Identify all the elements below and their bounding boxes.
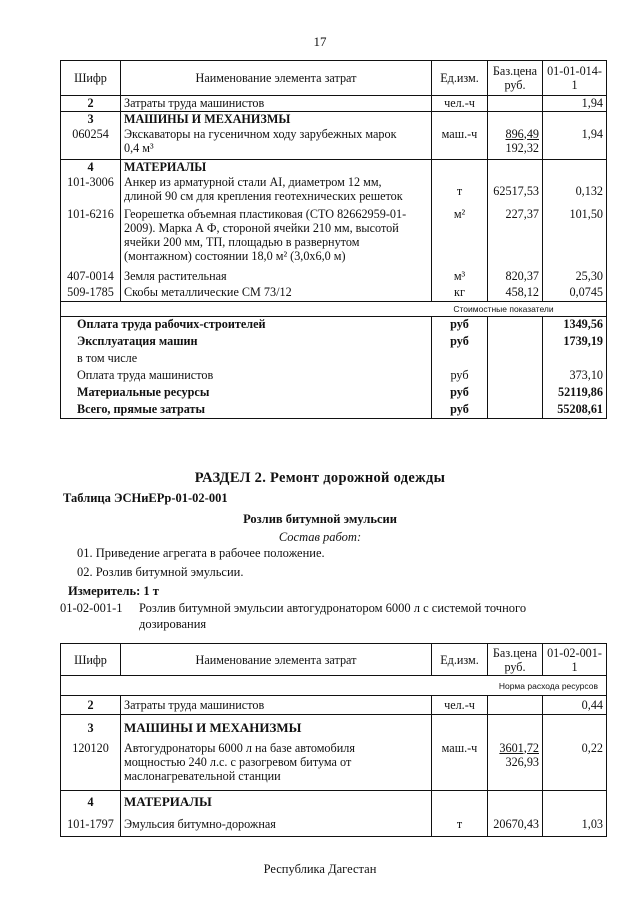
table-row (61, 791, 607, 813)
summary-row (61, 402, 607, 419)
summary-unit: руб (432, 334, 488, 351)
section-heading-machines: МАШИНЫ И МЕХАНИЗМЫ (121, 112, 432, 127)
unit-of-measure: Измеритель: 1 т (68, 584, 159, 598)
empty-cell (488, 368, 543, 385)
empty-cell (488, 317, 543, 334)
row-code: 120120 (72, 740, 109, 755)
table-row (61, 813, 607, 837)
row-name-line: мощностью 240 л.с. с разогревом битума от (124, 754, 352, 769)
row-unit: чел.-ч (432, 96, 488, 112)
row-name-line: маслонагревательной станции (124, 768, 281, 783)
header-price-line1: Баз.цена (492, 64, 538, 78)
row-code: 101-6216 (67, 206, 114, 221)
row-name-line: Автогудронаторы 6000 л на базе автомобиля (124, 740, 355, 755)
empty-cell (488, 160, 543, 175)
row-name (121, 207, 432, 269)
table-header (61, 61, 607, 96)
table-row (61, 207, 607, 269)
row-code: 060254 (72, 126, 109, 141)
table-row (61, 175, 607, 207)
summary-value: 52119,86 (543, 385, 607, 402)
row-code: 101-3006 (67, 174, 114, 189)
footer-region: Республика Дагестан (263, 862, 377, 876)
row-norm: 101,50 (543, 207, 607, 269)
section-title: РАЗДЕЛ 2. Ремонт дорожной одежды (194, 470, 446, 486)
row-num: 4 (61, 791, 121, 813)
row-name: Земля растительная (121, 269, 432, 285)
row-norm: 0,0745 (543, 285, 607, 302)
row-unit: чел.-ч (432, 696, 488, 715)
summary-name: Эксплуатация машин (77, 333, 198, 348)
item-code: 01-02-001-1 (60, 601, 123, 615)
page-number: 17 (313, 34, 327, 49)
row-price (488, 96, 543, 112)
norm-label-row (61, 676, 607, 696)
row-code: 509-1785 (67, 284, 114, 299)
table-reference: Таблица ЭСНиЕРр-01-02-001 (63, 491, 228, 505)
table-row (61, 160, 607, 175)
summary-name: Материальные ресурсы (77, 384, 210, 399)
empty-cell (488, 791, 543, 813)
header-norm: 01-02-001-1 (543, 644, 607, 676)
empty-cell (543, 160, 607, 175)
empty-cell (488, 112, 543, 127)
price-wage: 326,93 (505, 754, 539, 769)
empty-cell (543, 112, 607, 127)
empty-cell (543, 351, 607, 368)
row-norm: 1,94 (543, 127, 607, 160)
table-header (61, 644, 607, 676)
resource-table-1 (60, 60, 607, 419)
summary-row (61, 385, 607, 402)
empty-cell (488, 334, 543, 351)
item-description-line1: Розлив битумной эмульсии автогудронатором 6000 л с системой точного (139, 601, 527, 615)
row-name-line: (монтажном) состоянии 18,0 м² (3,0х6,0 м) (124, 248, 346, 263)
header-name: Наименование элемента затрат (121, 61, 432, 96)
price-total: 896,49 (505, 126, 539, 141)
row-name-line: Анкер из арматурной стали AI, диаметром 12 мм, (124, 174, 382, 189)
header-name: Наименование элемента затрат (121, 644, 432, 676)
section-heading-machines: МАШИНЫ И МЕХАНИЗМЫ (121, 715, 432, 741)
row-name-line: 0,4 м³ (124, 140, 154, 155)
row-code: 407-0014 (67, 268, 114, 283)
work-step-2: 02. Розлив битумной эмульсии. (77, 565, 244, 579)
cost-indicators-label (61, 302, 607, 317)
summary-unit: руб (432, 402, 488, 419)
row-price: 227,37 (488, 207, 543, 269)
row-num: 2 (87, 96, 94, 110)
table-row (61, 127, 607, 160)
header-price (488, 644, 543, 676)
row-price: 458,12 (488, 285, 543, 302)
table-row (61, 269, 607, 285)
row-name-line: ячейки 200 мм, ТП, площадью в развернутом (124, 234, 360, 249)
row-name (121, 741, 432, 791)
row-norm: 1,94 (543, 96, 607, 112)
row-price (488, 127, 543, 160)
summary-row (61, 317, 607, 334)
summary-name: в том числе (77, 350, 138, 365)
header-norm: 01-01-014-1 (543, 61, 607, 96)
empty-cell (543, 715, 607, 741)
row-unit: т (432, 813, 488, 837)
row-name: Эмульсия битумно-дорожная (121, 813, 432, 837)
header-unit: Ед.изм. (432, 61, 488, 96)
summary-unit: руб (432, 317, 488, 334)
table-row (61, 96, 607, 112)
row-name-line: Экскаваторы на гусеничном ходу зарубежных марок (124, 126, 397, 141)
row-num: 3 (61, 112, 121, 127)
row-unit: маш.-ч (432, 741, 488, 791)
empty-cell (432, 351, 488, 368)
header-price (488, 61, 543, 96)
row-name: Скобы металлические СМ 73/12 (121, 285, 432, 302)
header-price-line1: Баз.цена (492, 645, 538, 660)
price-wage: 192,32 (505, 140, 539, 155)
section-heading-materials: МАТЕРИАЛЫ (121, 791, 432, 813)
summary-unit: руб (432, 368, 488, 385)
row-price: 62517,53 (488, 175, 543, 207)
summary-value: 1739,19 (543, 334, 607, 351)
summary-row (61, 334, 607, 351)
summary-unit: руб (432, 385, 488, 402)
summary-row (61, 351, 607, 368)
row-unit: кг (432, 285, 488, 302)
summary-name: Оплата труда машинистов (77, 367, 214, 382)
row-num: 3 (61, 715, 121, 741)
cost-indicators-text: Стоимостные показатели (453, 304, 554, 314)
summary-value: 55208,61 (543, 402, 607, 419)
summary-name: Всего, прямые затраты (77, 401, 206, 416)
row-norm: 0,22 (543, 741, 607, 791)
table-row (61, 285, 607, 302)
empty-cell (488, 385, 543, 402)
table-row (61, 112, 607, 127)
row-norm: 1,03 (543, 813, 607, 837)
empty-cell (432, 791, 488, 813)
row-name-line: Георешетка объемная пластиковая (СТО 82662959-01- (124, 206, 407, 221)
row-norm: 0,132 (543, 175, 607, 207)
row-unit: м² (432, 207, 488, 269)
row-norm: 25,30 (543, 269, 607, 285)
summary-value: 373,10 (543, 368, 607, 385)
empty-cell (432, 715, 488, 741)
composition-label: Состав работ: (278, 530, 362, 544)
norm-label: Норма расхода ресурсов (61, 676, 607, 696)
empty-cell (432, 112, 488, 127)
empty-cell (543, 791, 607, 813)
header-unit: Ед.изм. (432, 644, 488, 676)
cost-label-row (61, 302, 607, 317)
row-code: 101-1797 (67, 817, 114, 832)
empty-cell (488, 715, 543, 741)
row-unit: т (432, 175, 488, 207)
row-price: 820,37 (488, 269, 543, 285)
summary-name: Оплата труда рабочих-строителей (61, 317, 432, 334)
section-heading-materials: МАТЕРИАЛЫ (121, 160, 432, 175)
table-row (61, 741, 607, 791)
row-name-line: 2009). Марка А Ф, стороной ячейки 210 мм, высотой (124, 220, 399, 235)
header-price-line2: руб. (504, 659, 526, 674)
table-row (61, 715, 607, 741)
row-name (121, 127, 432, 160)
table-row (61, 696, 607, 715)
empty-cell (488, 351, 543, 368)
empty-cell (488, 696, 543, 715)
row-price (488, 741, 543, 791)
row-unit: м³ (432, 269, 488, 285)
header-code: Шифр (61, 61, 121, 96)
summary-value: 1349,56 (543, 317, 607, 334)
work-step-1: 01. Приведение агрегата в рабочее положение. (77, 546, 325, 560)
row-name-line: длиной 90 см для крепления геотехнических решеток (124, 188, 403, 203)
resource-table-2 (60, 643, 607, 837)
row-name: Затраты труда машинистов (121, 96, 432, 112)
row-unit: маш.-ч (432, 127, 488, 160)
row-name (121, 175, 432, 207)
price-total: 3601,72 (499, 740, 539, 755)
row-name: Затраты труда машинистов (121, 696, 432, 715)
section-subtitle: Розлив битумной эмульсии (243, 512, 397, 526)
item-description-line2: дозирования (139, 617, 207, 631)
row-num: 2 (87, 698, 94, 712)
empty-cell (488, 402, 543, 419)
header-price-line2: руб. (504, 78, 526, 92)
summary-row (61, 368, 607, 385)
row-price: 20670,43 (488, 813, 543, 837)
empty-cell (432, 160, 488, 175)
header-code: Шифр (61, 644, 121, 676)
row-num: 4 (61, 160, 121, 175)
row-norm: 0,44 (543, 696, 607, 715)
